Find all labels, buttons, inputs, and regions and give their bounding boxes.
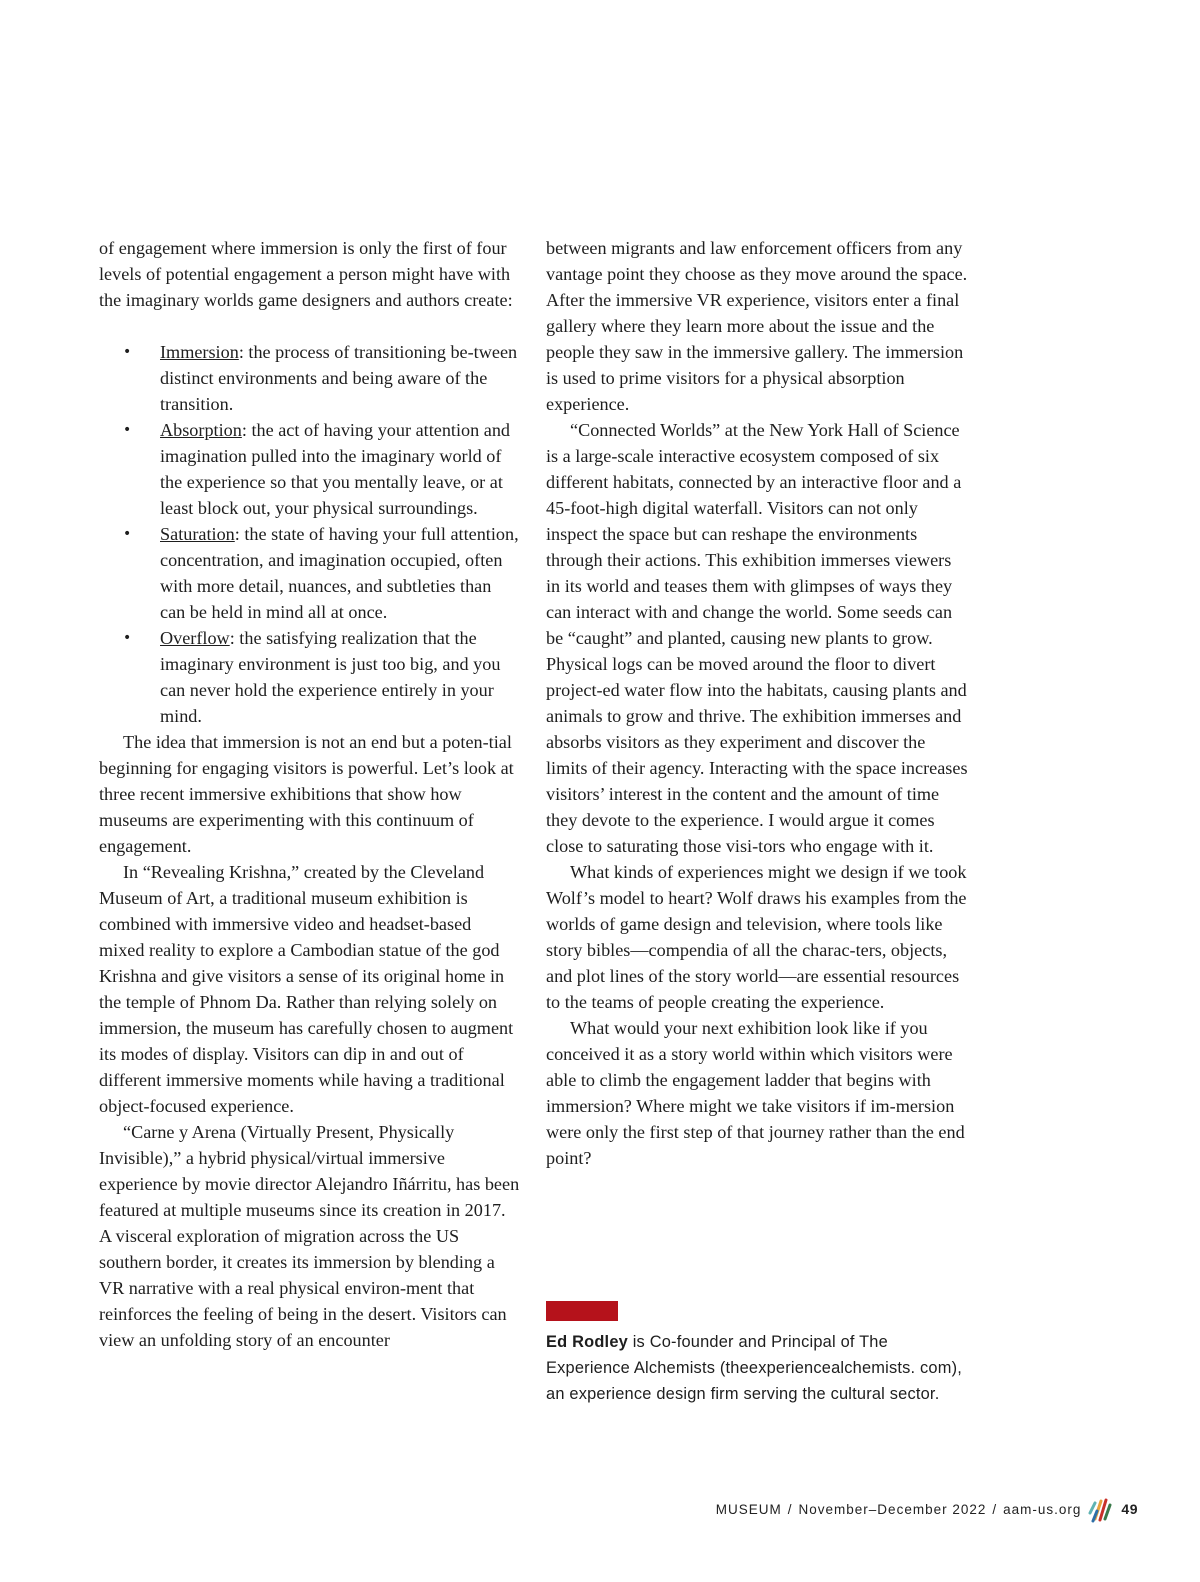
body-paragraph: In “Revealing Krishna,” created by the Cleveland Museum of Art, a traditional museum exhibition is combined with immersive video and headset-based mixed reality to explore a Cambodian statue of the god Krishna and give visitors a sense of its original home in the temple of Phnom Da. Rather than relying solely on immersion, the museum has carefully chosen to augment its modes of display. Visitors can dip in and out of different immersive moments while having a traditional object-focused experience. <box>99 862 514 1116</box>
author-name: Ed Rodley <box>546 1333 628 1351</box>
list-item-text: : the state of having your full attention, concentration, and imagination occupied, often with more detail, nuances, and subtleties than can be held in mind all at once. <box>160 524 519 622</box>
list-item <box>99 417 521 521</box>
magazine-name: MUSEUM <box>715 1501 782 1517</box>
page-number: 49 <box>1121 1501 1138 1517</box>
body-paragraph: The idea that immersion is not an end but a poten-tial beginning for engaging visitors is powerful. Let’s look at three recent immersive exhibitions that show how museums are experimenting with this continuum of engagement. <box>99 732 514 856</box>
footer-separator: / <box>787 1501 793 1517</box>
body-paragraph: What kinds of experiences might we design if we took Wolf’s model to heart? Wolf draws his examples from the worlds of game design and television, where tools like story bibles—compendia of all the charac-ters, objects, and plot lines of the story world—are essential resources to the teams of people creating the experience. <box>546 862 967 1012</box>
list-item-term: Overflow <box>160 628 230 648</box>
list-item-text: : the process of transitioning be-tween distinct environments and being aware of the transition. <box>160 342 518 414</box>
list-item-term: Saturation <box>160 524 235 544</box>
bullet-icon: • <box>123 630 132 646</box>
left-column <box>99 235 521 1353</box>
bullet-icon: • <box>123 422 132 438</box>
author-bio-text: is Co-founder and Principal of The Experience Alchemists (theexperiencealchemists. com), an experience design firm serving the cultural sector. <box>546 1333 962 1403</box>
body-paragraph: “Connected Worlds” at the New York Hall of Science is a large-scale interactive ecosystem composed of six different habitats, connected by an interactive floor and a 45-foot-high digital waterfall. Visitors can not only inspect the space but can reshape the environments through their actions. This exhibition immerses viewers in its world and teases them with glimpses of ways they can interact with and change the world. Some seeds can be “caught” and planted, causing new plants to grow. Physical logs can be moved around the floor to divert project-ed water flow into the habitats, causing plants and animals to grow and thrive. The exhibition immerses and absorbs visitors as they experiment and discover the limits of their agency. Interacting with the space increases visitors’ interest in the content and the amount of time they devote to the experience. I would argue it comes close to saturating those visi-tors who engage with it. <box>546 420 968 856</box>
list-item <box>99 339 521 417</box>
body-paragraph: “Carne y Arena (Virtually Present, Physically Invisible),” a hybrid physical/virtual immersive experience by movie director Alejandro Iñárritu, has been featured at multiple museums since its creation in 2017. A visceral exploration of migration across the US southern border, it creates its immersion by blending a VR narrative with a real physical environ-ment that reinforces the feeling of being in the desert. Visitors can view an unfolding story of an encounter <box>99 1122 520 1350</box>
author-accent-bar <box>546 1301 618 1321</box>
page-footer <box>716 1497 1138 1521</box>
body-paragraph: What would your next exhibition look like if you conceived it as a story world within which visitors were able to climb the engagement ladder that begins with immersion? Where might we take visitors if im-mersion were only the first step of that journey rather than the end point? <box>546 1018 965 1168</box>
intro-paragraph: of engagement where immersion is only the first of four levels of potential engagement a person might have with the imaginary worlds game designers and authors create: <box>99 238 513 310</box>
bullet-icon: • <box>123 344 132 360</box>
list-item-term: Absorption <box>160 420 242 440</box>
list-item-text: : the satisfying realization that the imaginary environment is just too big, and you can never hold the experience entirely in your mind. <box>160 628 501 726</box>
author-bio <box>546 1329 976 1407</box>
issue-date: November–December 2022 <box>798 1501 987 1517</box>
list-item <box>99 625 521 729</box>
bullet-icon: • <box>123 526 132 542</box>
right-column <box>546 235 968 1171</box>
aam-logo-icon <box>1087 1495 1113 1523</box>
website-link[interactable]: aam-us.org <box>1003 1501 1082 1517</box>
list-item <box>99 521 521 625</box>
engagement-levels-list <box>99 339 521 729</box>
continuation-paragraph: between migrants and law enforcement officers from any vantage point they choose as they move around the space. After the immersive VR experience, visitors enter a final gallery where they learn more about the issue and the people they saw in the immersive gallery. The immersion is used to prime visitors for a physical absorption experience. <box>546 238 968 414</box>
list-item-term: Immersion <box>160 342 239 362</box>
list-item-text: : the act of having your attention and imagination pulled into the imaginary world of the experience so that you mentally leave, or at least block out, your physical surroundings. <box>160 420 511 518</box>
footer-separator: / <box>992 1501 998 1517</box>
